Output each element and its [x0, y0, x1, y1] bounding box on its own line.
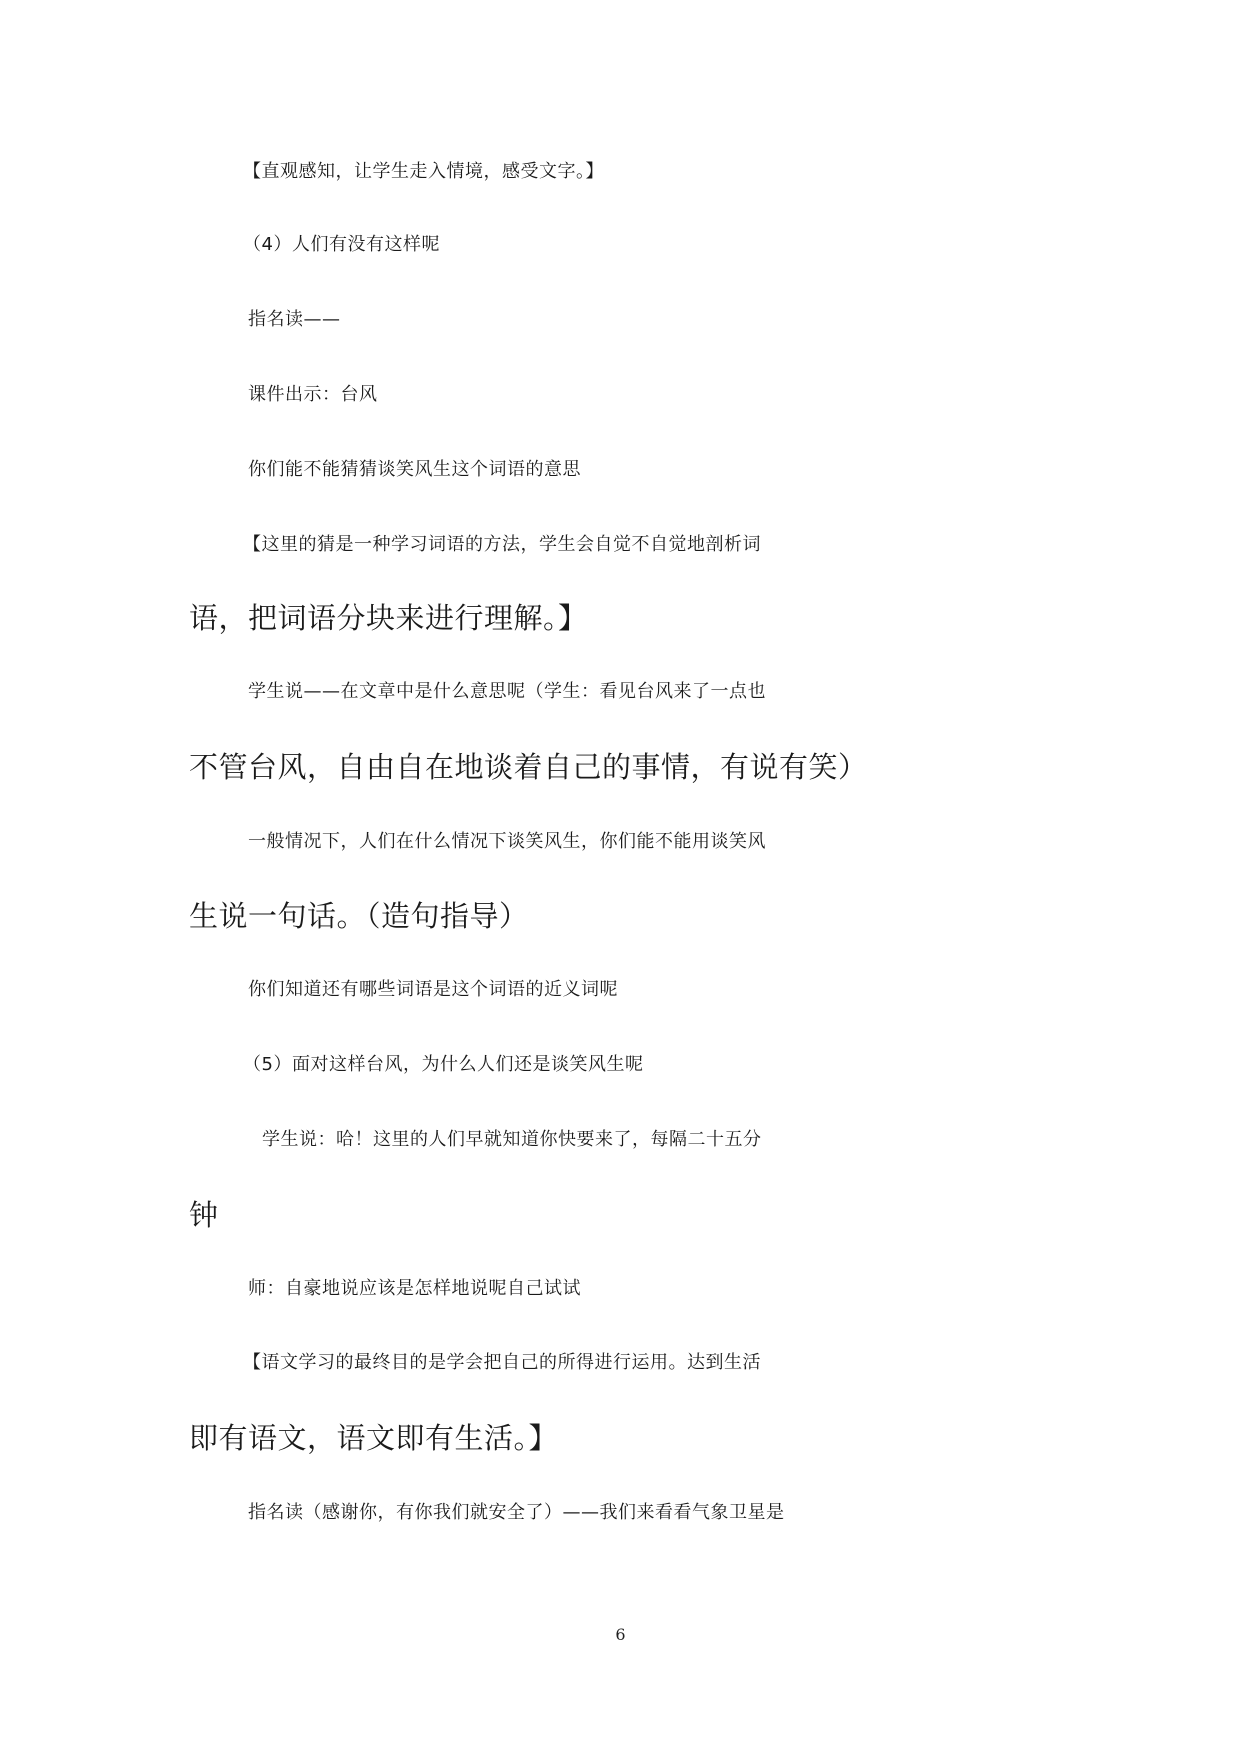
- text-line: 钟: [189, 1198, 219, 1232]
- text-line: 语，把词语分块来进行理解。】: [189, 601, 588, 635]
- text-line: 生说一句话。（造句指导）: [189, 899, 529, 933]
- page-number: 6: [615, 1625, 626, 1644]
- text-line: 你们知道还有哪些词语是这个词语的近义词呢: [248, 979, 618, 1000]
- text-line: 师：自豪地说应该是怎样地说呢自己试试: [248, 1278, 581, 1299]
- text-line: 即有语文，语文即有生活。】: [189, 1421, 559, 1455]
- text-line: 【语文学习的最终目的是学会把自己的所得进行运用。达到生活: [243, 1352, 761, 1373]
- text-line: （4）人们有没有这样呢: [243, 234, 440, 255]
- text-line: 指名读（感谢你，有你我们就安全了）——我们来看看气象卫星是: [248, 1502, 785, 1523]
- text-line: 一般情况下，人们在什么情况下谈笑风生，你们能不能用谈笑风: [248, 831, 766, 852]
- text-line: 不管台风，自由自在地谈着自己的事情，有说有笑）: [189, 750, 868, 784]
- text-line: 你们能不能猜猜谈笑风生这个词语的意思: [248, 459, 581, 480]
- text-line: 学生说：哈！这里的人们早就知道你快要来了，每隔二十五分: [262, 1129, 762, 1150]
- text-line: 学生说——在文章中是什么意思呢（学生：看见台风来了一点也: [248, 681, 766, 702]
- text-line: 【直观感知，让学生走入情境，感受文字。】: [243, 161, 604, 182]
- text-line: 【这里的猜是一种学习词语的方法，学生会自觉不自觉地剖析词: [243, 534, 761, 555]
- text-line: （5）面对这样台风，为什么人们还是谈笑风生呢: [243, 1054, 644, 1075]
- text-line: 指名读——: [248, 309, 341, 330]
- text-line: 课件出示：台风: [248, 384, 378, 405]
